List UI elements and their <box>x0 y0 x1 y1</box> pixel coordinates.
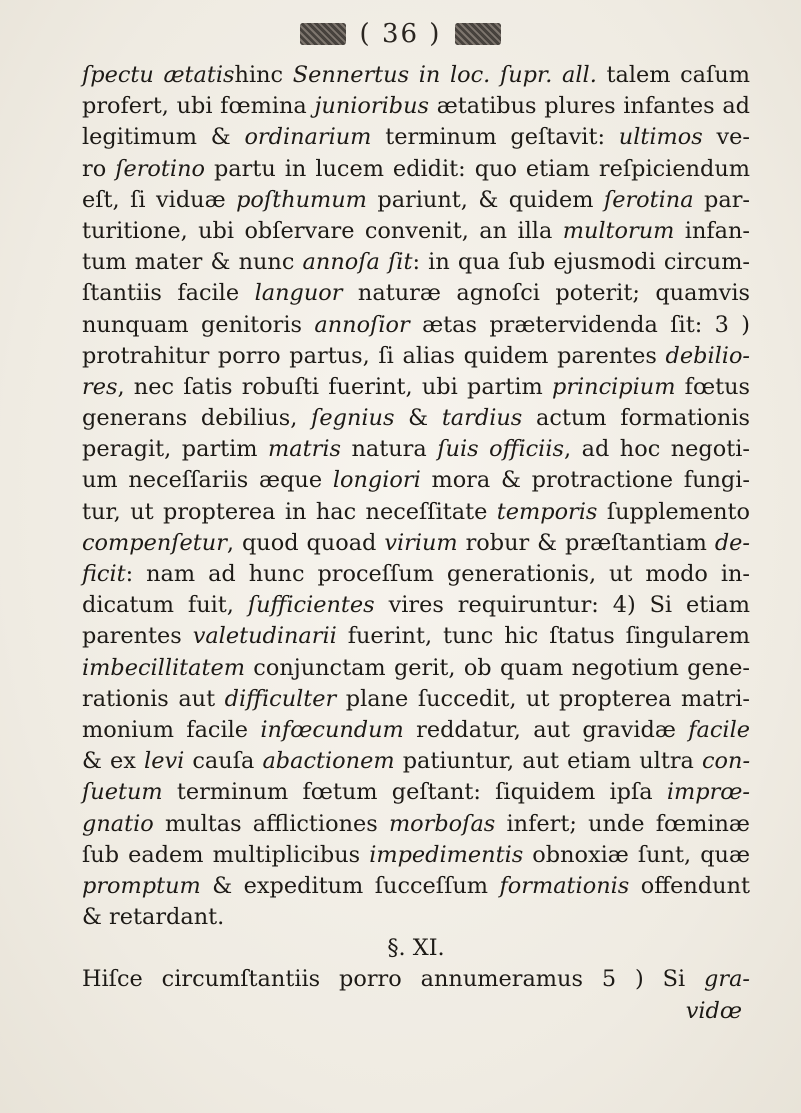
text-line <box>82 871 750 902</box>
text-run: fœtus <box>675 373 750 400</box>
text-run: & ex <box>82 748 145 775</box>
text-run: infœcundum <box>260 716 404 743</box>
text-line <box>82 122 750 153</box>
text-line <box>82 621 750 652</box>
text-line <box>82 840 750 871</box>
text-run: mora & protractione fungi- <box>420 467 750 494</box>
text-run: con- <box>702 748 751 775</box>
text-run: gra- <box>704 966 750 993</box>
text-run: Sennertus in loc. ſupr. all. <box>292 62 597 88</box>
ornament-left-icon <box>300 23 346 45</box>
text-run: virium <box>384 529 458 556</box>
text-run: tum mater & nunc <box>82 249 303 276</box>
text-run: annoſior <box>314 311 410 338</box>
text-run: multas afflictiones <box>153 810 389 837</box>
text-run: morboſas <box>388 810 496 837</box>
text-run: debilio- <box>665 342 750 369</box>
text-line <box>82 964 750 995</box>
text-run: ſuetum <box>82 779 163 806</box>
text-run: tur, ut propterea in hac neceſſitate <box>82 498 497 525</box>
text-run: nunquam genitoris <box>82 311 315 338</box>
text-run: parentes <box>82 623 193 650</box>
text-run: turitione, ubi obſervare convenit, an illa <box>82 217 563 244</box>
text-run: , ad hoc negoti- <box>563 436 750 463</box>
text-run: levi <box>144 748 185 775</box>
text-run: terminum fœtum geſtant: ſiquidem ipſa <box>162 779 667 806</box>
text-line <box>82 777 750 808</box>
text-run: legitimum & <box>82 124 245 151</box>
text-run: facile <box>688 716 750 743</box>
text-run: actum formationis <box>522 405 751 432</box>
text-line <box>82 310 750 341</box>
text-run: annoſa ſit <box>302 249 413 276</box>
text-line <box>82 590 750 621</box>
text-run: ro <box>82 155 116 182</box>
text-run: matris <box>268 436 341 463</box>
text-run: hinc <box>234 62 293 88</box>
text-line <box>82 809 750 840</box>
text-line <box>82 278 750 309</box>
text-line <box>82 341 750 372</box>
text-run: ficit <box>82 561 126 587</box>
text-run: pariunt, & quidem <box>366 186 604 213</box>
text-run: peragit, partim <box>82 436 269 463</box>
text-run: ſufficientes <box>247 592 375 619</box>
text-line <box>82 185 750 216</box>
catchword: vidœ <box>685 997 742 1024</box>
text-run: dicatum fuit, <box>82 592 248 619</box>
text-run: ſerotino <box>115 155 205 182</box>
text-run: compenſetur <box>82 529 227 556</box>
text-run: formationis <box>499 872 630 899</box>
text-run: generans debilius, <box>82 405 312 432</box>
text-run: offendunt <box>629 872 750 899</box>
text-run: ſub eadem multiplicibus <box>82 841 370 868</box>
text-run: multorum <box>562 217 675 244</box>
text-run: patiuntur, aut etiam ultra <box>394 748 702 775</box>
text-line <box>82 60 750 91</box>
text-run: fuerint, tunc hic ſtatus ſingularem <box>336 623 750 650</box>
text-line <box>82 902 750 933</box>
text-run: terminum geſtavit: <box>371 124 619 151</box>
text-run: talem caſum <box>596 62 750 88</box>
text-run: ve- <box>702 124 750 151</box>
text-line <box>82 247 750 278</box>
text-line <box>82 559 750 590</box>
text-line <box>82 528 750 559</box>
text-line <box>82 653 750 684</box>
text-run: ætatibus plures infantes ad <box>429 93 751 120</box>
text-run: protrahitur porro partus, ſi alias quidem parentes <box>82 342 666 369</box>
page-number: ( 36 ) <box>359 19 442 49</box>
text-run: Hiſce circumſtantiis porro annumeramus 5 ) Si <box>82 966 705 993</box>
text-line <box>82 403 750 434</box>
text-run: longiori <box>332 467 421 494</box>
text-line <box>82 684 750 715</box>
text-run: ſegnius <box>311 405 395 432</box>
text-line <box>82 715 750 746</box>
text-run: conjunctam gerit, ob quam negotium gene- <box>245 654 750 681</box>
text-run: par- <box>693 186 750 213</box>
page-header <box>0 14 801 54</box>
text-run: ætas prætervidenda ſit: 3 ) <box>409 311 750 338</box>
text-run: infert; unde fœminæ <box>495 810 750 837</box>
text-run: impedimentis <box>369 841 524 868</box>
text-run: reddatur, aut gravidæ <box>403 716 689 743</box>
text-run: principium <box>551 373 676 400</box>
text-line <box>82 372 750 403</box>
text-run: cauſa <box>184 748 263 775</box>
text-run: & retardant. <box>82 904 225 931</box>
text-run: valetudinarii <box>192 623 337 650</box>
section-heading: §. XI. <box>387 935 445 962</box>
text-run: eſt, ſi viduæ <box>82 186 237 213</box>
text-run: , nec ſatis robuſti fuerint, ubi partim <box>117 373 552 400</box>
text-run: partu in lucem edidit: quo etiam reſpiciendum <box>204 155 750 182</box>
text-run: de- <box>714 529 750 556</box>
text-run: rationis aut <box>82 685 225 712</box>
text-line <box>82 154 750 185</box>
text-run: languor <box>254 280 343 307</box>
text-run: temporis <box>496 498 598 525</box>
text-run: abactionem <box>262 748 395 775</box>
text-run: ſuis officiis <box>437 436 564 463</box>
text-run: difficulter <box>224 685 337 712</box>
text-run: ſupplemento <box>597 498 750 525</box>
text-run: , quod quoad <box>226 529 385 556</box>
text-run: promptum <box>82 872 201 899</box>
text-run: profert, ubi fœmina <box>82 93 315 120</box>
body-text <box>82 60 750 1027</box>
text-line <box>82 497 750 528</box>
text-line <box>82 434 750 465</box>
text-run: poſthumum <box>236 186 367 213</box>
text-run: junioribus <box>314 93 430 120</box>
text-line <box>82 91 750 122</box>
text-line <box>82 746 750 777</box>
text-run: robur & præſtantiam <box>457 529 715 556</box>
text-run: ſpectu <box>82 62 164 88</box>
text-run: imbecillitatem <box>82 654 245 681</box>
text-run: & expeditum ſucceſſum <box>200 872 500 899</box>
text-run: tardius <box>441 405 523 432</box>
text-line <box>82 465 750 496</box>
text-run: ultimos <box>618 124 703 151</box>
text-run: plane ſuccedit, ut propterea matri- <box>336 685 750 712</box>
text-run: : in qua ſub ejusmodi circum- <box>412 249 750 276</box>
text-run: ætatis <box>163 62 235 88</box>
text-run: infan- <box>674 217 750 244</box>
text-run: : nam ad hunc proceſſum generationis, ut modo in- <box>125 561 750 587</box>
text-run: natura <box>340 436 438 463</box>
text-run: imprœ- <box>666 779 750 806</box>
text-run: ſtantiis facile <box>82 280 255 307</box>
text-run: ſerotina <box>603 186 694 213</box>
text-line <box>82 216 750 247</box>
text-run: monium facile <box>82 716 261 743</box>
ornament-right-icon <box>455 23 501 45</box>
text-run: naturæ agnoſci poterit; quamvis <box>342 280 750 307</box>
text-run: & <box>394 405 442 432</box>
text-run: um neceſſariis æque <box>82 467 333 494</box>
text-run: vires requiruntur: 4) Si etiam <box>374 592 750 619</box>
text-run: obnoxiæ ſunt, quæ <box>523 841 750 868</box>
text-run: gnatio <box>82 810 154 837</box>
text-run: res <box>82 373 118 400</box>
text-run: ordinarium <box>244 124 372 151</box>
